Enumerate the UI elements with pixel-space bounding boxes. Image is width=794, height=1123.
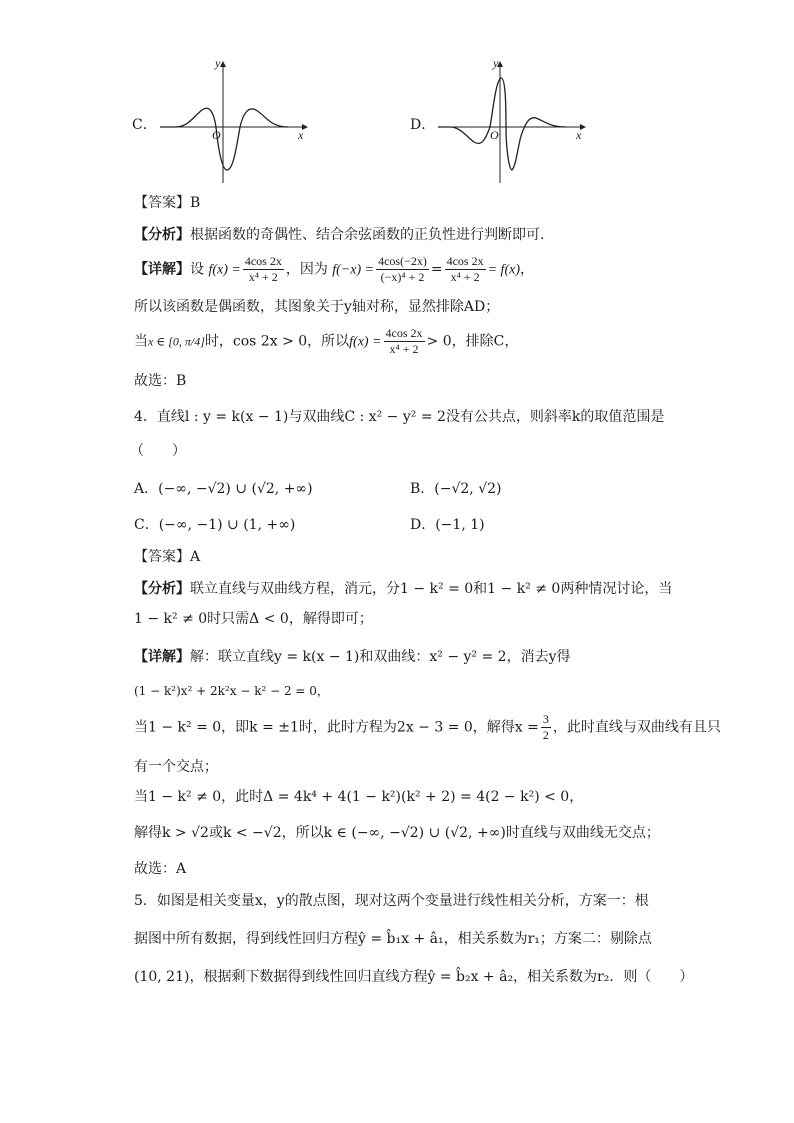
graph-c (130, 58, 310, 188)
q3-eq-fx: = f(x) (487, 262, 520, 278)
q3-frac-2-num: 4cos(−2x) (378, 254, 427, 268)
graph-d (408, 58, 588, 188)
q3-frac-3 (445, 254, 486, 285)
graph-d-y-label: y (493, 56, 499, 70)
q3-f-expr-2: f(x) = (349, 334, 382, 350)
q3-analysis (134, 224, 544, 244)
graph-c-origin: O (212, 128, 221, 142)
q4-analysis-line-1 (134, 578, 672, 598)
q4-answer: 【答案】A (134, 549, 201, 565)
q3-interval: x ∈ [0, π/4] (148, 334, 205, 349)
q4-analysis-tag: 【分析】 (134, 581, 190, 597)
q3-frac-1 (243, 254, 284, 285)
q3-detail-1c: ， (519, 261, 534, 278)
q5-line-3: (10, 21)，根据剩下数据得到线性回归直线方程ŷ = b̂₂x + â₂，相关系数为r₂．则（ ） (134, 969, 694, 985)
q3-detail-tag: 【详解】 (134, 261, 190, 278)
q3-detail-line-2: 所以该函数是偶函数，其图象关于y轴对称，显然排除AD； (134, 299, 500, 315)
q3-detail-3b: 时，cos 2x > 0，所以 (204, 333, 350, 350)
q4-detail-line-1 (134, 646, 571, 666)
q3-detail-1b: ，因为 (285, 261, 328, 278)
q4-detail-tag: 【详解】 (134, 649, 190, 665)
q4-detail-3b: ，此时直线与双曲线有且只 (552, 719, 721, 736)
q3-frac-1-den: x⁴ + 2 (248, 270, 278, 284)
q4-frac-num: 3 (542, 712, 549, 726)
q4-choose: 故选：A (134, 861, 187, 877)
option-c-label: C． (132, 117, 157, 133)
q4-option-c: C．(−∞, −1) ∪ (1, +∞) (134, 517, 296, 533)
q3-frac-2-den: (−x)⁴ + 2 (380, 270, 425, 284)
q4-option-a: A．(−∞, −√2) ∪ (√2, +∞) (134, 481, 313, 497)
q4-detail-line-2: (1 − k²)x² + 2k²x − k² − 2 = 0， (134, 684, 329, 698)
q3-detail-3c: > 0，排除C， (426, 333, 519, 350)
q4-paren: （ ） (130, 443, 186, 459)
q4-frac-den: 2 (542, 728, 549, 742)
q3-frac-3-num: 4cos 2x (446, 254, 484, 268)
q3-analysis-tag: 【分析】 (134, 227, 190, 243)
q3-answer (134, 192, 200, 212)
q5-line-1: 5．如图是相关变量x，y的散点图，现对这两个变量进行线性相关分析，方案一：根 (134, 893, 649, 909)
q4-analysis-line-2: 1 − k² ≠ 0时只需Δ < 0，解得即可； (134, 611, 373, 627)
q3-analysis-text: 根据函数的奇偶性、结合余弦函数的正负性进行判断即可. (190, 227, 545, 243)
q3-detail-3a: 当 (134, 333, 148, 350)
q4-detail-3a: 当1 − k² = 0，即k = ±1时，此时方程为2x − 3 = 0，解得x = (134, 719, 539, 736)
q4-stem: 4．直线l : y = k(x − 1)与双曲线C : x² − y² = 2没有公共点，则斜率k的取值范围是 (134, 409, 665, 425)
q3-choose: 故选：B (134, 373, 187, 389)
graph-c-y-label: y (215, 56, 221, 70)
graph-c-x-label: x (298, 128, 304, 142)
q4-detail-line-3 (134, 712, 721, 743)
q3-f-neg: f(−x) = (332, 262, 375, 278)
graph-d-x-label: x (576, 128, 582, 142)
q3-detail-line-3 (134, 326, 518, 357)
q4-frac-3-2 (541, 712, 551, 743)
q3-frac-2 (376, 254, 429, 285)
q3-detail-1a: 设 (190, 261, 204, 278)
q4-option-d: D．(−1, 1) (410, 517, 485, 533)
q3-frac-4-num: 4cos 2x (385, 326, 423, 340)
option-d-label: D． (410, 117, 436, 133)
q3-answer-text: 【答案】B (134, 195, 201, 211)
graph-d-origin: O (490, 128, 499, 142)
graph-c-svg (130, 58, 310, 188)
q3-frac-4-den: x⁴ + 2 (389, 342, 419, 356)
q3-frac-1-num: 4cos 2x (244, 254, 282, 268)
q4-option-b: B．(−√2, √2) (410, 481, 502, 497)
graph-d-svg (408, 58, 588, 188)
q3-frac-4 (384, 326, 425, 357)
q4-detail-line-4: 有一个交点； (134, 759, 218, 775)
q3-frac-3-den: x⁴ + 2 (450, 270, 480, 284)
q3-f-expr: f(x) = (208, 262, 241, 278)
q4-detail-line-5: 当1 − k² ≠ 0，此时Δ = 4k⁴ + 4(1 − k²)(k² + 2) = 4(2 − k²) < 0， (134, 789, 584, 805)
q3-detail-line-1: 【详解】设 f(x) = $\frac{4\cos 2x}{\text{x⁴ + 2}}$ ，因为 f(−x) = $\frac{4\cos(-2x)}{\text{(−x)⁴ + 2}}$ = $\frac{4\cos 2x}{\text{x⁴ + 2}}$ = f(x)， (134, 254, 534, 284)
q4-detail-line-6: 解得k > √2或k < −√2，所以k ∈ (−∞, −√2) ∪ (√2, +∞)时直线与双曲线无交点； (134, 825, 660, 841)
q4-detail-1: 解：联立直线y = k(x − 1)和双曲线：x² − y² = 2，消去y得 (190, 649, 571, 665)
q5-line-2: 据图中所有数据，得到线性回归方程ŷ = b̂₁x + â₁，相关系数为r₁；方案二：剔除点 (134, 931, 652, 947)
q4-analysis-1: 联立直线与双曲线方程，消元，分1 − k² = 0和1 − k² ≠ 0两种情况讨论，当 (190, 581, 673, 597)
